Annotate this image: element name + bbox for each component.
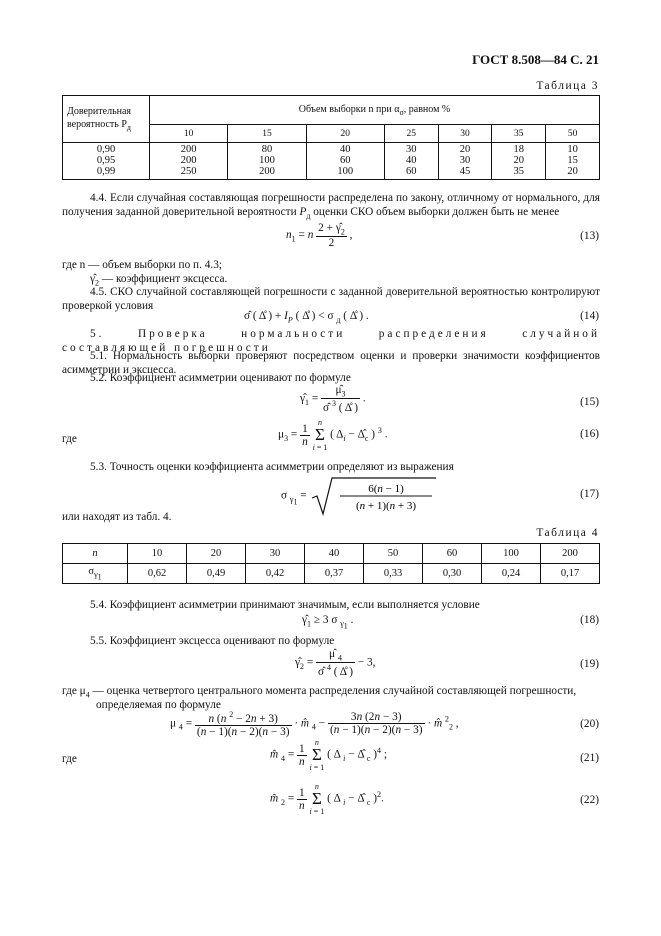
table3-col: 25 xyxy=(384,125,438,143)
table3-row-header xyxy=(63,96,150,143)
where-gamma2: $\gammâ_2$ — коэффициент эксцесса. xyxy=(90,273,228,288)
svg-text:(n + 1)(n + 3): (n + 1)(n + 3) xyxy=(355,500,416,512)
eq21-number: (21) xyxy=(580,752,599,764)
table3-cell: 30 40 60 xyxy=(384,143,438,180)
or-table4: или находят из табл. 4. xyxy=(62,511,172,523)
table3-col: 10 xyxy=(150,125,228,143)
table4-col: 10 xyxy=(128,544,187,564)
equation-13: $n_1 = n$ $\frac{2 + \gammâ_2}{2}$ , xyxy=(286,222,353,250)
table4-col: 50 xyxy=(364,544,423,564)
table3-data xyxy=(63,143,600,180)
table4 xyxy=(62,543,600,584)
eq16-number: (16) xyxy=(580,428,599,440)
row-header-line2: вероятность $P_д$ xyxy=(67,118,131,132)
eq20-number: (20) xyxy=(580,718,599,730)
equation-14: σ̂ ( Δ̊ ) + $I_P$ ( Δ̊ ) < σ $_д$ ( Δ̊ ) . xyxy=(244,310,369,325)
table4-col: 200 xyxy=(541,544,600,564)
where-mu4-cont: определяемая по формуле xyxy=(96,699,221,711)
table3-cell: 40 60 100 xyxy=(306,143,384,180)
table3 xyxy=(62,95,600,180)
table3-caption: Таблица 3 xyxy=(536,80,599,92)
equation-20: μ $_4$ = $\frac{n (n ^2 - 2n + 3)}{(n - 1)(n - 2)(n - 3)}$ · m̂ $_4$ − $\frac{3n (2n - 3)}{(n - 1)(n - 2)(n - 3)}$ · m̂ $^2_2$ , xyxy=(170,710,459,738)
eq13-number: (13) xyxy=(580,230,599,242)
table4-col: 20 xyxy=(187,544,246,564)
para-5-3: 5.3. Точность оценки коэффициента асимметрии определяют из выражения xyxy=(90,461,454,473)
table4-col: 30 xyxy=(246,544,305,564)
table3-col: 35 xyxy=(492,125,546,143)
table3-cell: 18 20 35 xyxy=(492,143,546,180)
table4-cell: 0,62 xyxy=(128,564,187,584)
table3-cell: 200 200 250 xyxy=(150,143,228,180)
table3-cell: 10 15 20 xyxy=(546,143,600,180)
para-5-4: 5.4. Коэффициент асимметрии принимают значимым, если выполняется условие xyxy=(90,599,480,611)
table4-col: 40 xyxy=(305,544,364,564)
table3-col: 15 xyxy=(228,125,306,143)
where-mu4: где $\mu_4$ — оценка четвертого центрального момента распределения случайной составляющей погрешности, xyxy=(62,685,577,700)
equation-17: σ $_{\gamma_1}$ = 6(n − 1) (n + 1)(n + 3) xyxy=(281,476,438,516)
para-4-4: 4.4. Если случайная составляющая погрешности распределена по закону, отличному от нормального, для получения заданной доверительной вероятности $P_д$ оценки СКО объем выборки должен быть не менее xyxy=(62,192,600,221)
svg-text:6(n − 1): 6(n − 1) xyxy=(367,483,404,495)
table3-span-header: Объем выборки n при $\alpha_\sigma$, равном % xyxy=(150,96,600,125)
where-label-2: где xyxy=(62,753,77,765)
eq22-number: (22) xyxy=(580,794,599,806)
sqrt-sign xyxy=(310,476,438,516)
table4-cell: 0,37 xyxy=(305,564,364,584)
para-5-1: 5.1. Нормальность выборки проверяют посредством оценки и проверки значимости коэффициентов асимметрии и эксцесса. xyxy=(62,350,600,376)
table3-col: 20 xyxy=(306,125,384,143)
page-header: ГОСТ 8.508—84 С. 21 xyxy=(472,52,599,67)
table4-cell: 0,49 xyxy=(187,564,246,584)
section5-title: 5. Проверка нормальности распределения случайной составляющей погрешности xyxy=(62,328,600,354)
where-label-1: где xyxy=(62,433,77,445)
equation-15: $\gammâ_1$ = $\frac{\mû_3}{\sigmâ ^3 ( \Deltå )}$ . xyxy=(300,384,366,415)
para-5-2: 5.2. Коэффициент асимметрии оценивают по формуле xyxy=(90,372,351,384)
table4-n-label: n xyxy=(63,544,128,564)
table4-caption: Таблица 4 xyxy=(536,527,599,539)
para-4-5: 4.5. СКО случайной составляющей погрешности с заданной доверительной вероятностью контролируют проверкой условия xyxy=(62,286,600,312)
eq14-number: (14) xyxy=(580,310,599,322)
table4-col: 60 xyxy=(423,544,482,564)
table3-col: 30 xyxy=(438,125,492,143)
equation-21: m̂ $_4$ = $\frac{1}{n}$ n Σ i = 1 ( Δ $_i$ − Δ̂ $_c$ )$^4$ ; xyxy=(270,738,388,772)
eq19-number: (19) xyxy=(580,658,599,670)
table4-cell: 0,33 xyxy=(364,564,423,584)
equation-22: m̂ $_2$ = $\frac{1}{n}$ n Σ i = 1 ( Δ $_i$ − Δ̂ $_c$ )$^2$. xyxy=(270,782,384,816)
table4-cell: 0,42 xyxy=(246,564,305,584)
table4-cell: 0,30 xyxy=(423,564,482,584)
where-n: где n — объем выборки по п. 4.3; xyxy=(62,259,222,271)
table3-p-col: 0,90 0,95 0,99 xyxy=(63,143,150,180)
table3-col: 50 xyxy=(546,125,600,143)
table4-col: 100 xyxy=(482,544,541,564)
para-5-5: 5.5. Коэффициент эксцесса оценивают по формуле xyxy=(90,635,335,647)
eq17-number: (17) xyxy=(580,488,599,500)
eq18-number: (18) xyxy=(580,614,599,626)
equation-19: $\gammâ_2$ = $\frac{\mû _4}{\sigmâ ^4 ( \Deltå )}$ − 3, xyxy=(295,648,376,679)
table3-cell: 20 30 45 xyxy=(438,143,492,180)
table3-cell: 80 100 200 xyxy=(228,143,306,180)
table4-cell: 0,24 xyxy=(482,564,541,584)
equation-16: $\mu_3$ = $\frac{1}{n}$ n Σ i = 1 ( $\Delta_i$ − $\Deltâ_c$ ) $^3$ . xyxy=(278,418,388,452)
table4-cell: 0,17 xyxy=(541,564,600,584)
equation-18: $\gammâ_1 \ge 3$ σ $_{\gamma_1}$ . xyxy=(302,614,354,631)
row-header-line1: Доверительная xyxy=(67,105,132,117)
table4-sigma-label: $\sigma_{\gamma_1}$ xyxy=(63,564,128,584)
eq15-number: (15) xyxy=(580,396,599,408)
